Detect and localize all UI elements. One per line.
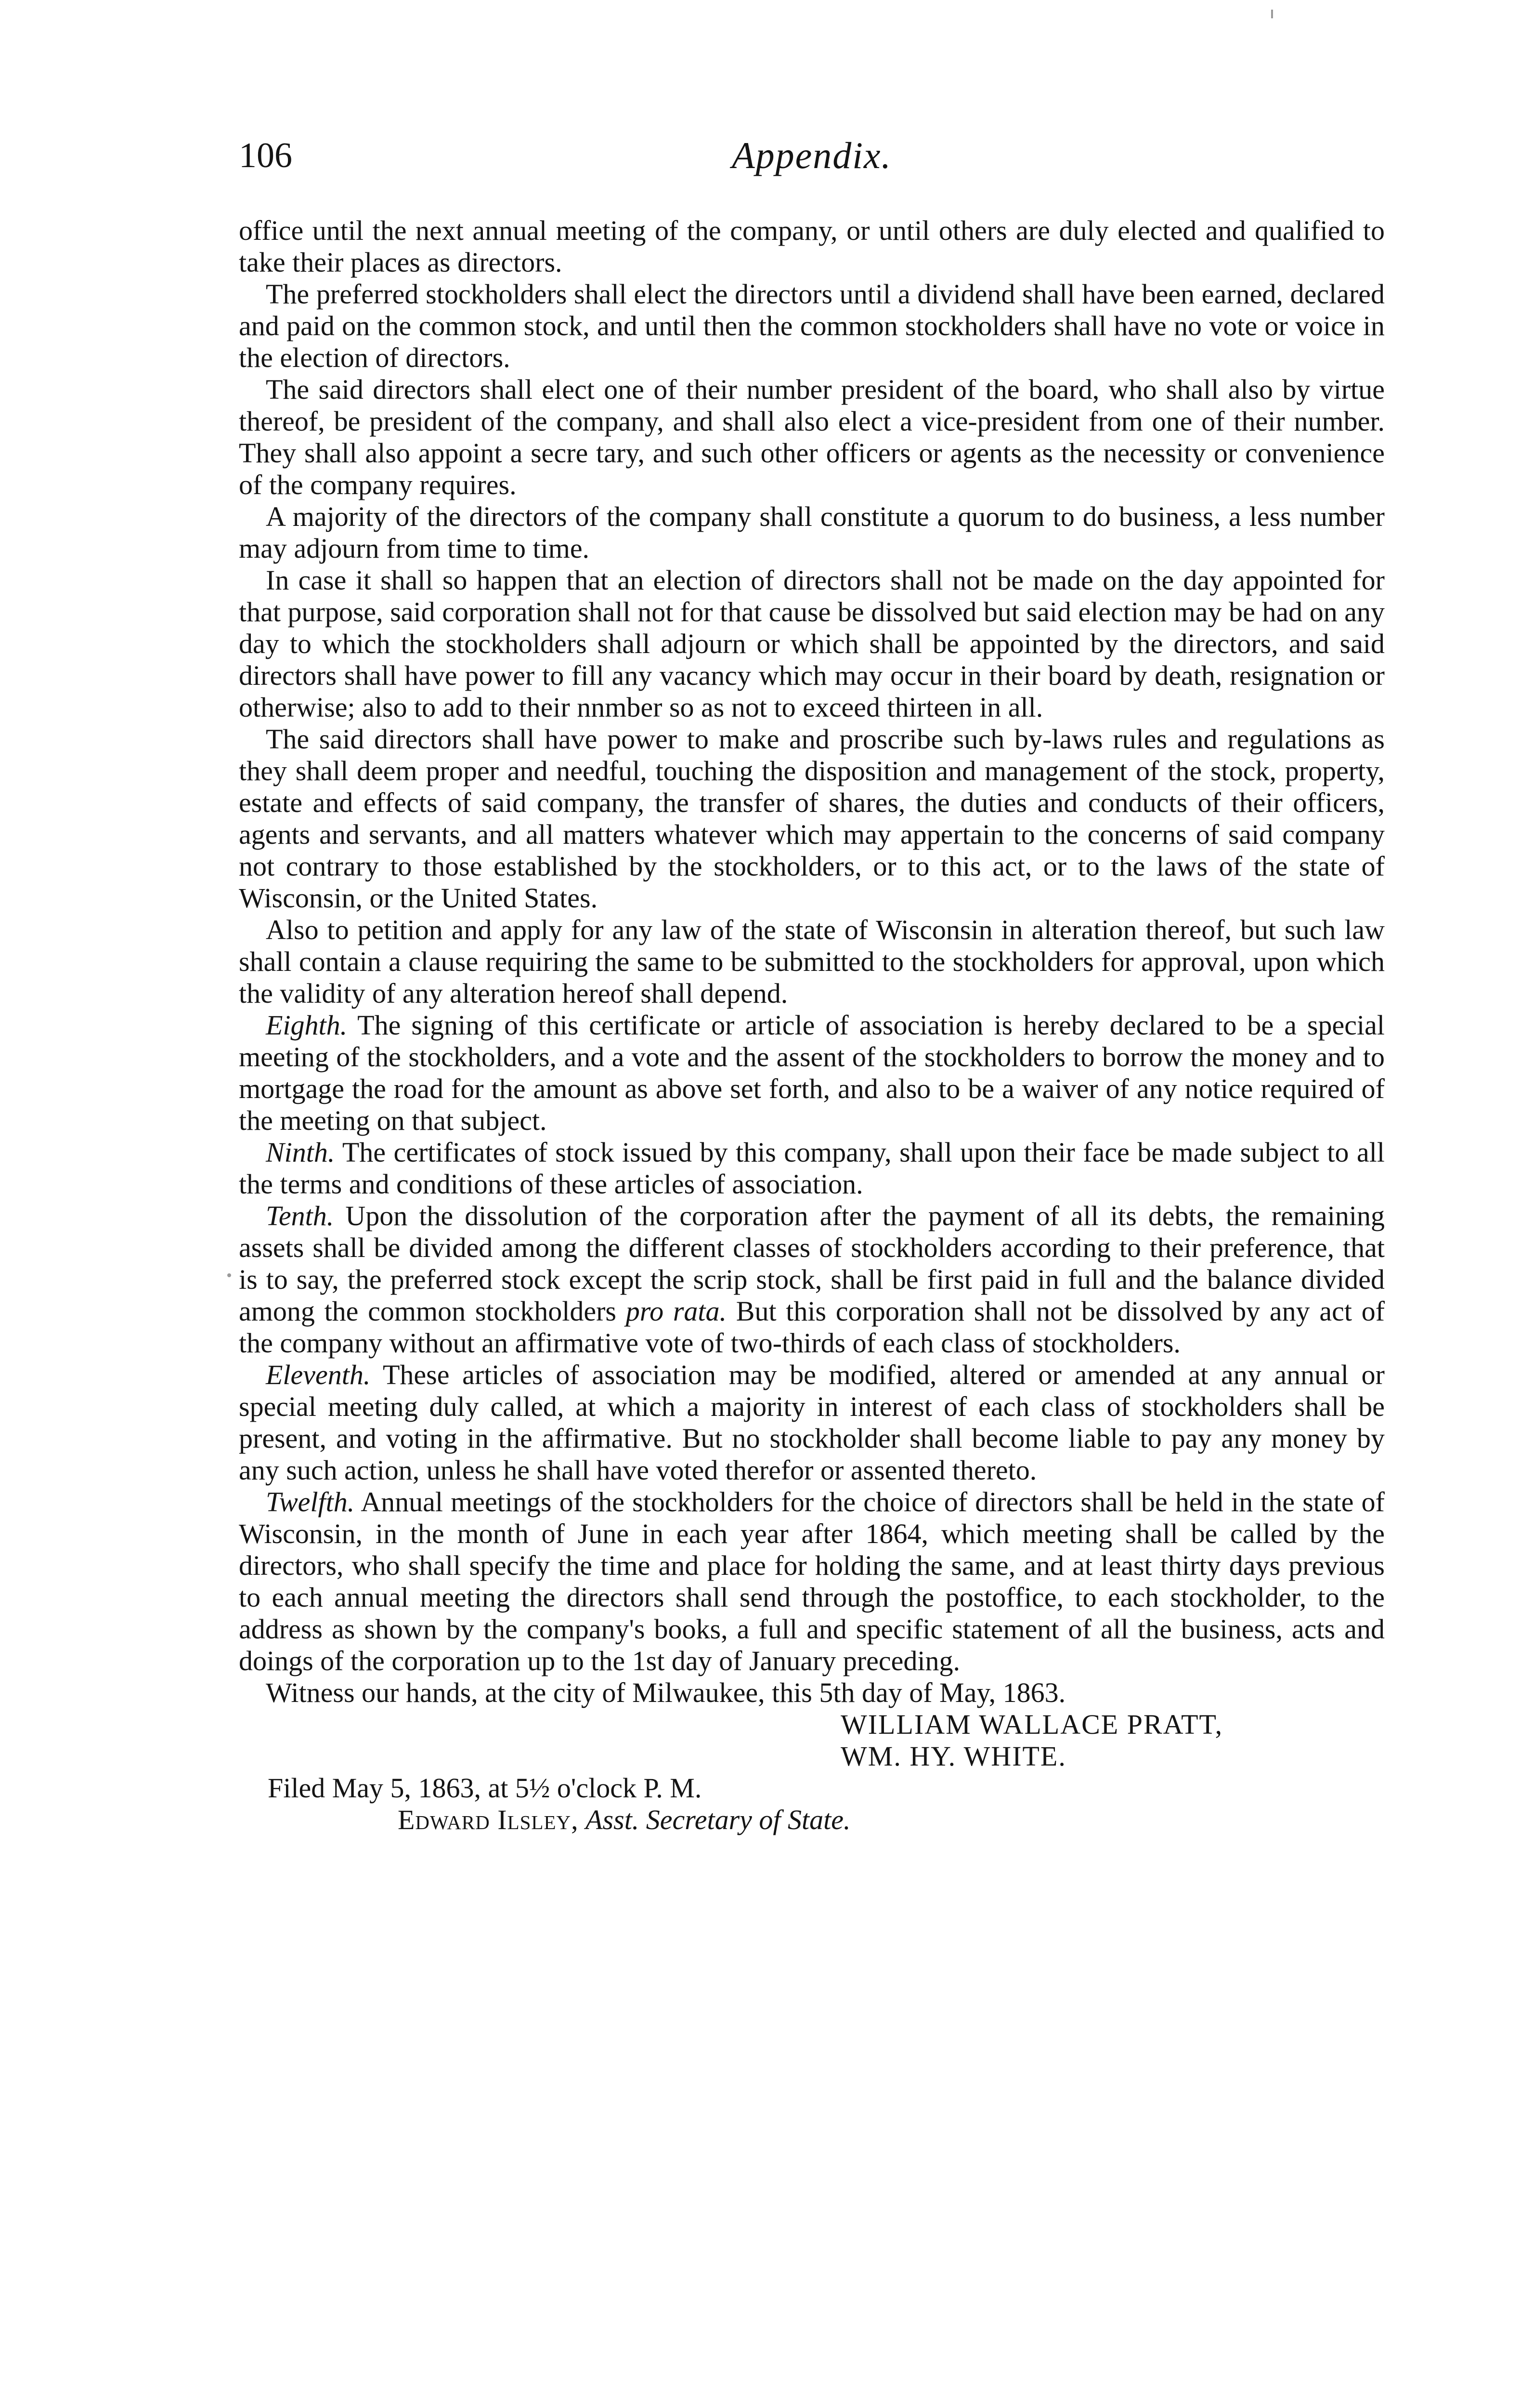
- paragraph-twelfth: [239, 1486, 1385, 1677]
- witness-clause: Witness our hands, at the city of Milwaukee, this 5th day of May, 1863.: [266, 1677, 1066, 1708]
- paragraph-text: These articles of association may be modified, altered or amended at any annual or special meeting duly called, at which a majority in interest of each class of stockholders shall be present, and voting in the affirmative. But no stockholder shall become liable to pay any money by any such action, unless he shall have voted therefor or assented thereto.: [239, 1359, 1385, 1486]
- paragraph-text: The said directors shall have power to make and proscribe such by-laws rules and regulations as they shall deem proper and needful, touching the disposition and management of the stock, property, estate and effects of said company, the transfer of shares, the duties and conducts of their officers, agents and servants, and all matters whatever which may appertain to the concerns of said company not contrary to those established by the stockholders, or to this act, or to the laws of the state of Wisconsin, or the United States.: [239, 723, 1385, 914]
- paragraph-text: The signing of this certificate or article of association is hereby declared to be a special meeting of the stockholders, and a vote and the assent of the stockholders to borrow the money and to mortgage the road for the amount as above set forth, and also to be a waiver of any notice required of the meeting on that subject.: [239, 1009, 1385, 1136]
- article-lead: Eleventh.: [266, 1359, 371, 1390]
- paragraph-quorum: [239, 501, 1385, 564]
- paragraph-eighth: [239, 1009, 1385, 1137]
- article-lead: Tenth.: [266, 1200, 334, 1231]
- paragraph-text: office until the next annual meeting of the company, or until others are duly elected and qualified to take their places as directors.: [239, 215, 1385, 278]
- body-text: [239, 215, 1385, 1836]
- paragraph-bylaws: [239, 723, 1385, 914]
- filing-note: Filed May 5, 1863, at 5½ o'clock P. M.: [268, 1772, 702, 1804]
- signature-line: WILLIAM WALLACE PRATT,: [841, 1709, 1223, 1740]
- italic-phrase: pro rata.: [625, 1296, 727, 1327]
- paragraph-text: In case it shall so happen that an election of directors shall not be made on the day appointed for that purpose, said corporation shall not for that cause be dissolved but said election may be had on any day to which the stockholders shall adjourn or which shall be appointed by the directors, and said directors shall have power to fill any vacancy which may occur in their board by death, resignation or otherwise; also to add to their nnmber so as not to exceed thirteen in all.: [239, 564, 1385, 723]
- signature-block: [841, 1709, 1385, 1772]
- paragraph-text: But this corporation shall not be dissolved by any act of the company without an affirmative vote of two-thirds of each class of stockholders.: [239, 1296, 1385, 1359]
- article-lead: Ninth.: [266, 1137, 335, 1168]
- paragraph-text: The certificates of stock issued by this company, shall upon their face be made subject to all the terms and conditions of these articles of association.: [239, 1137, 1385, 1200]
- paragraph-preferred-stockholders: [239, 278, 1385, 374]
- paragraph-petition: [239, 914, 1385, 1009]
- paragraph-text: A majority of the directors of the company shall constitute a quorum to do business, a less number may adjourn from time to time.: [239, 501, 1385, 564]
- running-head: Appendix.: [731, 134, 892, 176]
- signature-line: WM. HY. WHITE.: [841, 1741, 1066, 1772]
- scan-artifact-dot: [227, 1273, 231, 1277]
- scan-artifact-mark: [1271, 10, 1273, 18]
- page-number: 106: [239, 136, 292, 175]
- article-lead: Eighth.: [266, 1009, 348, 1041]
- paragraph-text: Upon the dissolution of the corporation after the payment of all its debts, the remaining assets shall be divided among the different classes of stockholders according to their preference, that is to say, the preferred stock except the scrip stock, shall be first paid in full and the balance divided among the common stockholders: [239, 1200, 1385, 1327]
- paragraph-text: Also to petition and apply for any law of the state of Wisconsin in alteration thereof, but such law shall contain a clause requiring the same to be submitted to the stockholders for approval, upon which the validity of any alteration hereof shall depend.: [239, 914, 1385, 1009]
- page-header: [239, 129, 1385, 182]
- paragraph-text: The said directors shall elect one of their number president of the board, who shall also by virtue thereof, be president of the company, and shall also elect a vice-president from one of their number. They shall also appoint a secre tary, and such other officers or agents as the necessity or convenience of the company requires.: [239, 374, 1385, 500]
- attest-name: Edward Ilsley,: [398, 1804, 579, 1835]
- attest-title: Asst. Secretary of State.: [585, 1804, 851, 1835]
- article-lead: Twelfth.: [266, 1486, 355, 1518]
- paragraph-tenth: [239, 1200, 1385, 1359]
- paragraph-board-officers: [239, 374, 1385, 501]
- paragraph-text: Annual meetings of the stockholders for the choice of directors shall be held in the state of Wisconsin, in the month of June in each year after 1864, which meeting shall be called by the directors, who shall specify the time and place for holding the same, and at least thirty days previous to each annual meeting the directors shall send through the postoffice, to each stockholder, to the address as shown by the company's books, a full and specific statement of all the business, acts and doings of the corporation up to the 1st day of January preceding.: [239, 1486, 1385, 1676]
- paragraph-election-failure: [239, 564, 1385, 723]
- paragraph-eleventh: [239, 1359, 1385, 1486]
- paragraph-ninth: [239, 1137, 1385, 1200]
- paragraph-continued: [239, 215, 1385, 278]
- attestation: [239, 1804, 1385, 1836]
- paragraph-text: The preferred stockholders shall elect the directors until a dividend shall have been earned, declared and paid on the common stock, and until then the common stockholders shall have no vote or voice in the election of directors.: [239, 278, 1385, 373]
